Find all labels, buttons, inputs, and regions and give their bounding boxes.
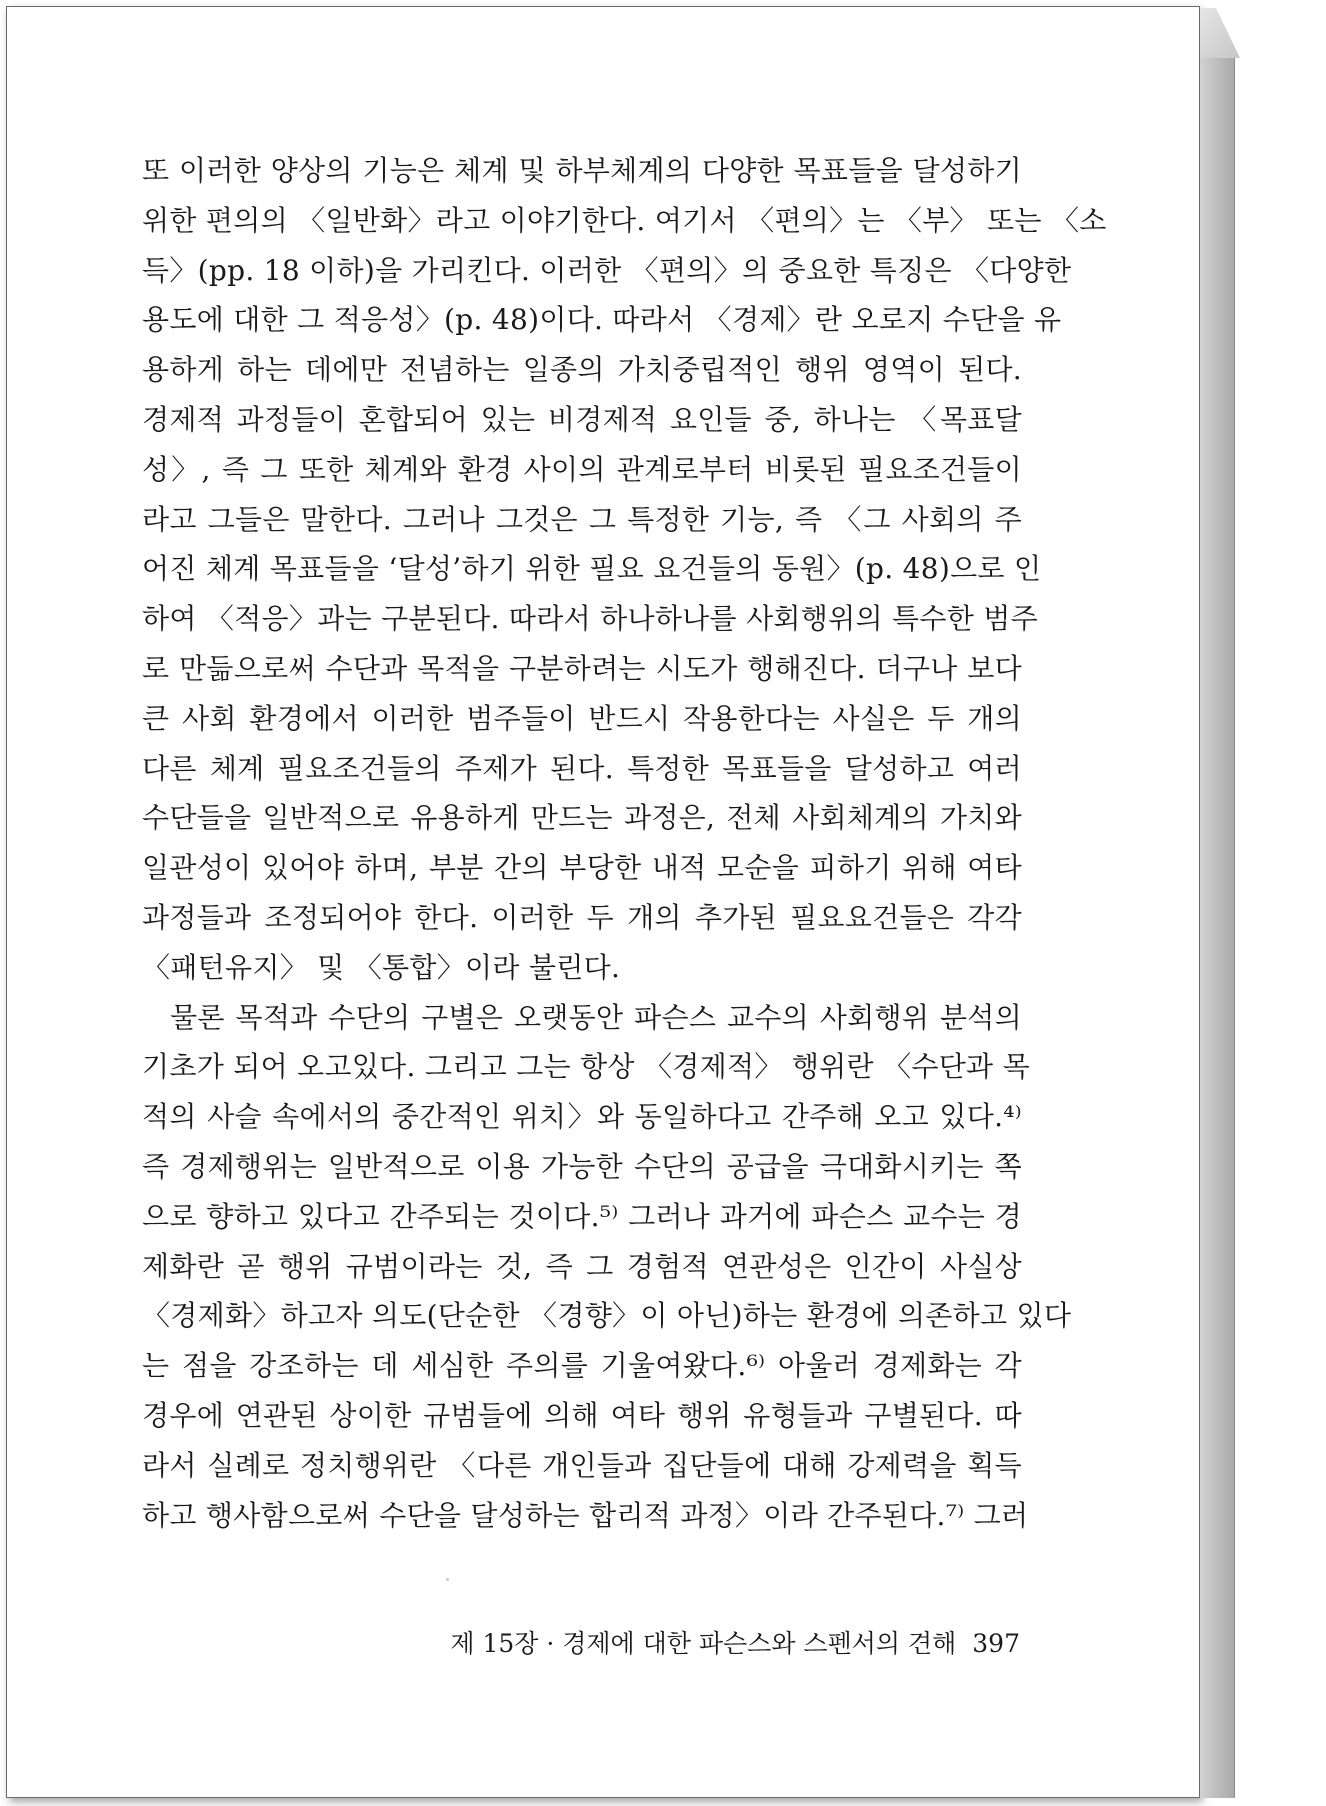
text-line: 라서 실례로 정치행위란 〈다른 개인들과 집단들에 대해 강제력을 획득 — [142, 1448, 1022, 1482]
text-line: 〈경제화〉하고자 의도(단순한 〈경향〉이 아닌)하는 환경에 의존하고 있다 — [142, 1299, 1072, 1333]
text-line: 위한 편의의 〈일반화〉라고 이야기한다. 여기서 〈편의〉는 〈부〉 또는 〈소 — [142, 203, 1107, 237]
body-text — [142, 146, 1107, 1540]
text-line: 일관성이 있어야 하며, 부분 간의 부당한 내적 모순을 피하기 위해 여타 — [142, 851, 1022, 885]
text-line-paragraph-start: 물론 목적과 수단의 구별은 오랫동안 파슨스 교수의 사회행위 분석의 — [170, 1000, 1022, 1034]
text-line: 즉 경제행위는 일반적으로 이용 가능한 수단의 공급을 극대화시키는 쪽 — [142, 1149, 1022, 1183]
running-footer-chapter: 제 15장 · 경제에 대한 파슨스와 스펜서의 견해 — [450, 1629, 957, 1658]
text-line: 하고 행사함으로써 수단을 달성하는 합리적 과정〉이라 간주된다.⁷⁾ 그러 — [142, 1498, 1029, 1532]
page-stack-edge — [1200, 8, 1235, 1798]
text-line: 용도에 대한 그 적응성〉(p. 48)이다. 따라서 〈경제〉란 오로지 수단을 유 — [142, 303, 1062, 337]
text-line: 기초가 되어 오고있다. 그리고 그는 항상 〈경제적〉 행위란 〈수단과 목 — [142, 1050, 1030, 1084]
text-line: 용하게 하는 데에만 전념하는 일종의 가치중립적인 행위 영역이 된다. — [142, 353, 1022, 387]
text-line: 는 점을 강조하는 데 세심한 주의를 기울여왔다.⁶⁾ 아울러 경제화는 각 — [142, 1349, 1022, 1383]
text-line: 또 이러한 양상의 기능은 체계 및 하부체계의 다양한 목표들을 달성하기 — [142, 154, 1022, 187]
text-line: 수단들을 일반적으로 유용하게 만드는 과정은, 전체 사회체계의 가치와 — [142, 801, 1022, 835]
text-line: 로 만듦으로써 수단과 목적을 구분하려는 시도가 행해진다. 더구나 보다 — [142, 651, 1022, 685]
text-line: 득〉(pp. 18 이하)을 가리킨다. 이러한 〈편의〉의 중요한 특징은 〈다양한 — [142, 253, 1072, 287]
page-corner-fold — [1200, 8, 1240, 58]
text-line: 라고 그들은 말한다. 그러나 그것은 그 특정한 기능, 즉 〈그 사회의 주 — [142, 502, 1022, 536]
text-line: 다른 체계 필요조건들의 주제가 된다. 특정한 목표들을 달성하고 여러 — [142, 751, 1022, 785]
text-line: 〈패턴유지〉 및 〈통합〉이라 불린다. — [142, 950, 621, 984]
text-line: 으로 향하고 있다고 간주되는 것이다.⁵⁾ 그러나 과거에 파슨스 교수는 경 — [142, 1199, 1022, 1233]
text-line: 과정들과 조정되어야 한다. 이러한 두 개의 추가된 필요요건들은 각각 — [142, 900, 1022, 934]
text-line: 제화란 곧 행위 규범이라는 것, 즉 그 경험적 연관성은 인간이 사실상 — [142, 1249, 1022, 1283]
text-line: 하여 〈적응〉과는 구분된다. 따라서 하나하나를 사회행위의 특수한 범주 — [142, 602, 1038, 636]
text-line: 경제적 과정들이 혼합되어 있는 비경제적 요인들 중, 하나는 〈목표달 — [142, 402, 1022, 436]
text-line: 큰 사회 환경에서 이러한 범주들이 반드시 작용한다는 사실은 두 개의 — [142, 701, 1022, 735]
print-speck — [446, 1578, 449, 1581]
page-footer — [430, 1624, 1020, 1660]
text-line: 어진 체계 목표들을 ‘달성’하기 위한 필요 요건들의 동원〉(p. 48)으로 인 — [142, 552, 1042, 586]
text-line: 적의 사슬 속에서의 중간적인 위치〉와 동일하다고 간주해 오고 있다.⁴⁾ — [142, 1100, 1022, 1134]
page-number: 397 — [972, 1629, 1020, 1658]
text-line: 성〉, 즉 그 또한 체계와 환경 사이의 관계로부터 비롯된 필요조건들이 — [142, 452, 1022, 486]
text-line: 경우에 연관된 상이한 규범들에 의해 여타 행위 유형들과 구별된다. 따 — [142, 1398, 1022, 1432]
